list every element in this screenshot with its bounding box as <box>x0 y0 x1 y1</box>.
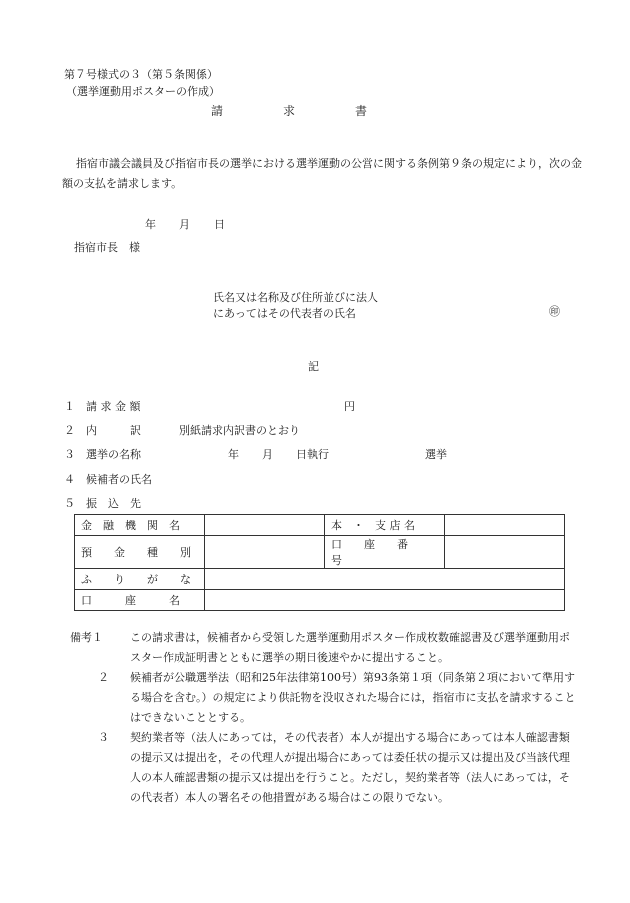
deposit-type-header: 預 金 種 別 <box>75 536 205 569</box>
item-label: 内 訳 <box>86 424 141 437</box>
furigana-field[interactable] <box>205 569 565 590</box>
remark-3 <box>70 728 580 808</box>
remark-2 <box>70 668 580 728</box>
account-number-header: 口 座 番 号 <box>325 536 445 569</box>
election-day-label: 日執行 <box>296 448 329 461</box>
bank-name-header: 金 融 機 関 名 <box>75 515 205 536</box>
ki-heading: 記 <box>308 360 319 373</box>
remark-label: ３ <box>98 731 109 744</box>
breakdown-value: 別紙請求内訳書のとおり <box>179 424 300 437</box>
item-number: ４ <box>64 473 75 486</box>
election-year-label: 年 <box>228 448 239 461</box>
remark-1 <box>70 628 580 668</box>
item-label: 振 込 先 <box>86 497 141 510</box>
account-number-field[interactable] <box>445 536 565 569</box>
date-month-label: 月 <box>179 218 190 231</box>
table-row <box>75 569 565 590</box>
table-row <box>75 590 565 611</box>
item-number: １ <box>64 400 75 413</box>
remark-label: ２ <box>98 671 109 684</box>
addressee: 指宿市長 様 <box>74 241 140 254</box>
branch-header: 本 ・ 支 店 名 <box>325 515 445 536</box>
document-title: 請 求 書 <box>211 104 368 118</box>
bank-info-table <box>74 514 565 611</box>
election-month-label: 月 <box>262 448 273 461</box>
item-number: ２ <box>64 424 75 437</box>
item-number: ３ <box>64 448 75 461</box>
election-suffix: 選挙 <box>425 448 447 461</box>
furigana-header: ふ り が な <box>75 569 205 590</box>
item-number: ５ <box>64 497 75 510</box>
signature-label-line1: 氏名又は名称及び住所並びに法人 <box>213 291 378 304</box>
date-day-label: 日 <box>214 218 225 231</box>
form-number: 第７号様式の３（第５条関係） <box>64 68 218 81</box>
table-row <box>75 515 565 536</box>
remark-text: この請求書は，候補者から受領した選挙運動用ポスター作成枚数確認書及び選挙運動用ポスター作成証明書とともに選挙の期日後速やかに提出すること。 <box>130 631 570 664</box>
remark-text: 契約業者等（法人にあっては，その代表者）本人が提出する場合にあっては本人確認書類の提示又は提出を，その代理人が提出場合にあっては委任状の提示又は提出及び当該代理人の本人確認書類の提示又は提出を行うこと。ただし，契約業者等（法人にあっては，その代表者）本人の署名その他措置がある場合はこの限りでない。 <box>130 731 570 804</box>
account-name-field[interactable] <box>205 590 565 611</box>
date-year-label: 年 <box>145 218 156 231</box>
intro-paragraph: 指宿市議会議員及び指宿市長の選挙における選挙運動の公営に関する条例第９条の規定により，次の金額の支払を請求します。 <box>62 157 582 190</box>
deposit-type-field[interactable] <box>205 536 325 569</box>
bank-name-field[interactable] <box>205 515 325 536</box>
form-subtitle: （選挙運動用ポスターの作成） <box>66 85 220 98</box>
remark-text: 候補者が公職選挙法（昭和25年法律第100号）第93条第１項（同条第２項において準用する場合を含む。）の規定により供託物を没収された場合には，指宿市に支払を請求することはできないこととする。 <box>130 671 576 724</box>
signature-label-line2: にあってはその代表者の氏名 <box>213 307 356 320</box>
item-label: 請 求 金 額 <box>86 400 141 413</box>
item-label: 選挙の名称 <box>86 448 141 461</box>
account-name-header: 口 座 名 <box>75 590 205 611</box>
branch-field[interactable] <box>445 515 565 536</box>
remark-label: 備考１ <box>70 631 103 644</box>
item-label: 候補者の氏名 <box>86 473 152 486</box>
table-row <box>75 536 565 569</box>
seal-mark: ㊞ <box>549 305 560 318</box>
remarks-section <box>70 628 580 808</box>
yen-unit: 円 <box>344 400 355 413</box>
